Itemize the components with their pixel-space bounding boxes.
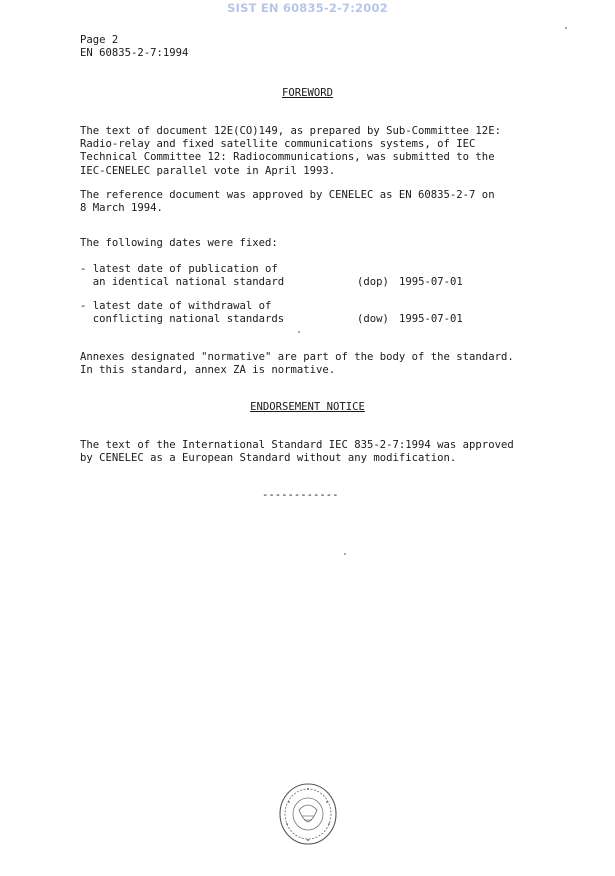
date-value: 1995-07-01 — [399, 276, 463, 288]
watermark: SIST EN 60835-2-7:2002 — [227, 1, 388, 15]
text-line: The reference document was approved by CENELEC as EN 60835-2-7 on — [80, 189, 495, 201]
foreword-paragraph-2 — [80, 189, 495, 215]
text-line: by CENELEC as a European Standard without any modification. — [80, 452, 457, 465]
text-line: In this standard, annex ZA is normative. — [80, 364, 336, 377]
date-entry-dow — [80, 300, 284, 326]
text-line: IEC-CENELEC parallel vote in April 1993. — [80, 164, 336, 177]
endorsement-heading — [0, 401, 615, 414]
text-line: Radio-relay and fixed satellite communications systems, of IEC — [80, 138, 476, 151]
scan-speck — [298, 331, 300, 333]
seal-stamp-icon — [277, 780, 339, 850]
foreword-heading — [0, 87, 615, 100]
text-line: 8 March 1994. — [80, 202, 163, 215]
foreword-paragraph-1 — [80, 125, 501, 178]
date-entry-line: an identical national standard — [80, 276, 285, 289]
date-entry-dop — [80, 263, 284, 289]
text-line: Annexes designated "normative" are part of the body of the standard. — [80, 351, 514, 363]
foreword-paragraph-3 — [80, 351, 514, 377]
scan-speck — [344, 553, 346, 555]
dates-intro: The following dates were fixed: — [80, 237, 278, 249]
end-rule: ------------ — [262, 489, 339, 501]
date-code: (dow) — [357, 313, 389, 325]
document-number: EN 60835-2-7:1994 — [80, 47, 189, 60]
page-header — [80, 34, 188, 60]
page-number: Page 2 — [80, 34, 119, 46]
date-value: 1995-07-01 — [399, 313, 463, 325]
date-entry-line: - latest date of publication of — [80, 263, 278, 275]
date-entry-line: conflicting national standards — [80, 313, 285, 326]
endorsement-paragraph — [80, 439, 514, 465]
text-line: The text of document 12E(CO)149, as prepared by Sub-Committee 12E: — [80, 125, 501, 137]
text-line: Technical Committee 12: Radiocommunications, was submitted to the — [80, 151, 495, 164]
date-code: (dop) — [357, 276, 389, 288]
date-entry-line: - latest date of withdrawal of — [80, 300, 272, 312]
foreword-title: FOREWORD — [281, 87, 334, 99]
endorsement-title: ENDORSEMENT NOTICE — [250, 401, 365, 413]
text-line: The text of the International Standard IEC 835-2-7:1994 was approved — [80, 439, 514, 451]
scan-speck — [565, 27, 567, 29]
